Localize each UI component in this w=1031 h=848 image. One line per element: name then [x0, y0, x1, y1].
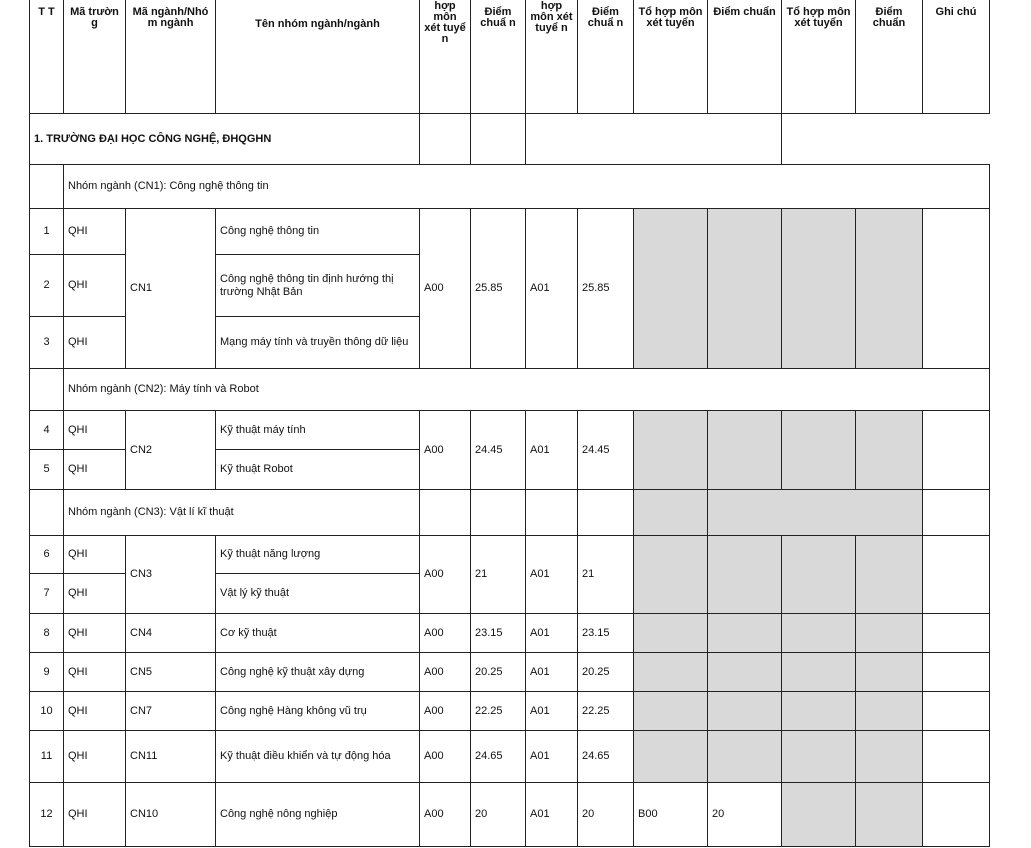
row-to-hop-2: A01 — [526, 536, 578, 614]
empty-cell — [420, 114, 471, 165]
table-row — [30, 614, 990, 653]
row-diem-2: 20 — [578, 783, 634, 847]
row-to-hop-1: A00 — [420, 614, 471, 653]
row-diem-1: 24.65 — [471, 731, 526, 783]
grey-cell — [708, 209, 782, 369]
row-tt: 3 — [30, 317, 64, 369]
grey-cell — [708, 731, 782, 783]
admission-score-table — [29, 0, 990, 847]
header-ghi-chu: Ghi chú — [923, 0, 990, 114]
grey-cell — [708, 536, 782, 614]
empty-cell — [578, 490, 634, 536]
group-title-cn3: Nhóm ngành (CN3): Vật lí kĩ thuật — [64, 490, 420, 536]
table-row — [30, 653, 990, 692]
row-truong: QHI — [64, 731, 126, 783]
empty-cell — [30, 490, 64, 536]
row-tt: 10 — [30, 692, 64, 731]
row-to-hop-2: A01 — [526, 614, 578, 653]
empty-cell — [471, 114, 526, 165]
row-truong: QHI — [64, 411, 126, 450]
grey-cell — [634, 614, 708, 653]
table-row — [30, 536, 990, 574]
grey-cell — [782, 536, 856, 614]
row-truong: QHI — [64, 255, 126, 317]
row-truong: QHI — [64, 450, 126, 490]
row-ten-nganh: Công nghệ Hàng không vũ trụ — [216, 692, 420, 731]
grey-cell — [856, 411, 923, 490]
row-ten-nganh: Kỹ thuật điều khiển và tự động hóa — [216, 731, 420, 783]
row-diem-1: 24.45 — [471, 411, 526, 490]
empty-cell — [782, 114, 990, 165]
empty-cell — [526, 490, 578, 536]
row-diem-2: 20.25 — [578, 653, 634, 692]
grey-cell — [708, 411, 782, 490]
row-to-hop-1: A00 — [420, 783, 471, 847]
row-ma-nganh: CN1 — [126, 209, 216, 369]
table-row — [30, 783, 990, 847]
group-title-cn1: Nhóm ngành (CN1): Công nghệ thông tin — [64, 165, 990, 209]
row-ghi-chu — [923, 536, 990, 614]
grey-cell — [634, 209, 708, 369]
row-tt: 12 — [30, 783, 64, 847]
row-truong: QHI — [64, 653, 126, 692]
row-diem-2: 23.15 — [578, 614, 634, 653]
row-diem-3: 20 — [708, 783, 782, 847]
row-ma-nganh: CN10 — [126, 783, 216, 847]
row-tt: 2 — [30, 255, 64, 317]
row-tt: 4 — [30, 411, 64, 450]
grey-cell — [782, 614, 856, 653]
row-tt: 5 — [30, 450, 64, 490]
grey-cell — [782, 209, 856, 369]
row-tt: 1 — [30, 209, 64, 255]
header-ma-truong: Mã trườn g — [64, 0, 126, 114]
grey-cell — [634, 411, 708, 490]
grey-cell — [782, 653, 856, 692]
row-to-hop-1: A00 — [420, 536, 471, 614]
empty-cell — [471, 490, 526, 536]
row-to-hop-1: A00 — [420, 731, 471, 783]
row-to-hop-1: A00 — [420, 653, 471, 692]
row-ten-nganh: Công nghệ thông tin — [216, 209, 420, 255]
row-diem-2: 22.25 — [578, 692, 634, 731]
row-tt: 8 — [30, 614, 64, 653]
grey-cell — [634, 653, 708, 692]
row-truong: QHI — [64, 574, 126, 614]
row-ma-nganh: CN11 — [126, 731, 216, 783]
grey-cell — [856, 692, 923, 731]
row-diem-2: 21 — [578, 536, 634, 614]
row-diem-2: 24.65 — [578, 731, 634, 783]
empty-cell — [923, 490, 990, 536]
row-to-hop-2: A01 — [526, 209, 578, 369]
grey-cell — [782, 692, 856, 731]
empty-cell — [30, 369, 64, 411]
grey-cell — [782, 783, 856, 847]
row-ten-nganh: Công nghệ nông nghiệp — [216, 783, 420, 847]
header-to-hop-2: hợp môn xét tuyể n — [526, 0, 578, 114]
row-ghi-chu — [923, 209, 990, 369]
row-truong: QHI — [64, 783, 126, 847]
header-ma-nganh: Mã ngành/Nhó m ngành — [126, 0, 216, 114]
group-row-cn1 — [30, 165, 990, 209]
row-diem-1: 21 — [471, 536, 526, 614]
row-diem-1: 23.15 — [471, 614, 526, 653]
row-ghi-chu — [923, 614, 990, 653]
header-to-hop-4: Tổ hợp môn xét tuyển — [782, 0, 856, 114]
row-to-hop-1: A00 — [420, 209, 471, 369]
row-truong: QHI — [64, 209, 126, 255]
group-row-cn3 — [30, 490, 990, 536]
table-row — [30, 731, 990, 783]
grey-cell — [782, 411, 856, 490]
grey-cell — [856, 614, 923, 653]
grey-cell — [856, 783, 923, 847]
row-ghi-chu — [923, 692, 990, 731]
row-tt: 9 — [30, 653, 64, 692]
row-to-hop-2: A01 — [526, 783, 578, 847]
row-ten-nganh: Kỹ thuật Robot — [216, 450, 420, 490]
table-row — [30, 209, 990, 255]
grey-cell — [708, 614, 782, 653]
row-ghi-chu — [923, 653, 990, 692]
empty-cell — [526, 114, 782, 165]
row-ma-nganh: CN3 — [126, 536, 216, 614]
row-ten-nganh: Vật lý kỹ thuật — [216, 574, 420, 614]
row-to-hop-2: A01 — [526, 692, 578, 731]
empty-cell — [420, 490, 471, 536]
header-diem-3: Điểm chuẩn — [708, 0, 782, 114]
grey-cell — [856, 653, 923, 692]
row-diem-1: 20 — [471, 783, 526, 847]
row-diem-1: 20.25 — [471, 653, 526, 692]
row-to-hop-2: A01 — [526, 411, 578, 490]
section-row — [30, 114, 990, 165]
row-to-hop-1: A00 — [420, 411, 471, 490]
row-ten-nganh: Công nghệ thông tin định hướng thị trường Nhật Bản — [216, 255, 420, 317]
grey-cell — [634, 536, 708, 614]
grey-cell — [856, 536, 923, 614]
row-to-hop-2: A01 — [526, 653, 578, 692]
grey-cell — [634, 692, 708, 731]
row-ghi-chu — [923, 783, 990, 847]
row-ma-nganh: CN4 — [126, 614, 216, 653]
row-ma-nganh: CN7 — [126, 692, 216, 731]
row-tt: 11 — [30, 731, 64, 783]
row-ten-nganh: Kỹ thuật năng lượng — [216, 536, 420, 574]
header-ten-nganh: Tên nhóm ngành/ngành — [216, 0, 420, 114]
row-ma-nganh: CN2 — [126, 411, 216, 490]
grey-cell — [708, 490, 923, 536]
grey-cell — [708, 692, 782, 731]
grey-cell — [634, 490, 708, 536]
header-tt: T T — [30, 0, 64, 114]
grey-cell — [708, 653, 782, 692]
grey-cell — [634, 731, 708, 783]
table-row — [30, 411, 990, 450]
row-ten-nganh: Công nghệ kỹ thuật xây dựng — [216, 653, 420, 692]
row-truong: QHI — [64, 536, 126, 574]
row-truong: QHI — [64, 317, 126, 369]
row-tt: 6 — [30, 536, 64, 574]
row-ghi-chu — [923, 411, 990, 490]
row-ghi-chu — [923, 731, 990, 783]
header-diem-2: Điểm chuẩ n — [578, 0, 634, 114]
header-to-hop-3: Tổ hợp môn xét tuyển — [634, 0, 708, 114]
row-ten-nganh: Kỹ thuật máy tính — [216, 411, 420, 450]
row-to-hop-2: A01 — [526, 731, 578, 783]
grey-cell — [782, 731, 856, 783]
row-diem-2: 25.85 — [578, 209, 634, 369]
grey-cell — [856, 209, 923, 369]
row-diem-2: 24.45 — [578, 411, 634, 490]
row-to-hop-3: B00 — [634, 783, 708, 847]
section-title: 1. TRƯỜNG ĐẠI HỌC CÔNG NGHỆ, ĐHQGHN — [30, 114, 420, 165]
row-truong: QHI — [64, 692, 126, 731]
row-diem-1: 22.25 — [471, 692, 526, 731]
header-diem-1: Điểm chuẩ n — [471, 0, 526, 114]
grey-cell — [856, 731, 923, 783]
row-to-hop-1: A00 — [420, 692, 471, 731]
header-diem-4: Điểm chuẩn — [856, 0, 923, 114]
row-ten-nganh: Mạng máy tính và truyền thông dữ liệu — [216, 317, 420, 369]
header-to-hop-1: hợp môn xét tuyể n — [420, 0, 471, 114]
row-ma-nganh: CN5 — [126, 653, 216, 692]
row-tt: 7 — [30, 574, 64, 614]
group-row-cn2 — [30, 369, 990, 411]
row-diem-1: 25.85 — [471, 209, 526, 369]
table-row — [30, 692, 990, 731]
group-title-cn2: Nhóm ngành (CN2): Máy tính và Robot — [64, 369, 990, 411]
empty-cell — [30, 165, 64, 209]
header-row — [30, 0, 990, 114]
row-truong: QHI — [64, 614, 126, 653]
row-ten-nganh: Cơ kỹ thuật — [216, 614, 420, 653]
